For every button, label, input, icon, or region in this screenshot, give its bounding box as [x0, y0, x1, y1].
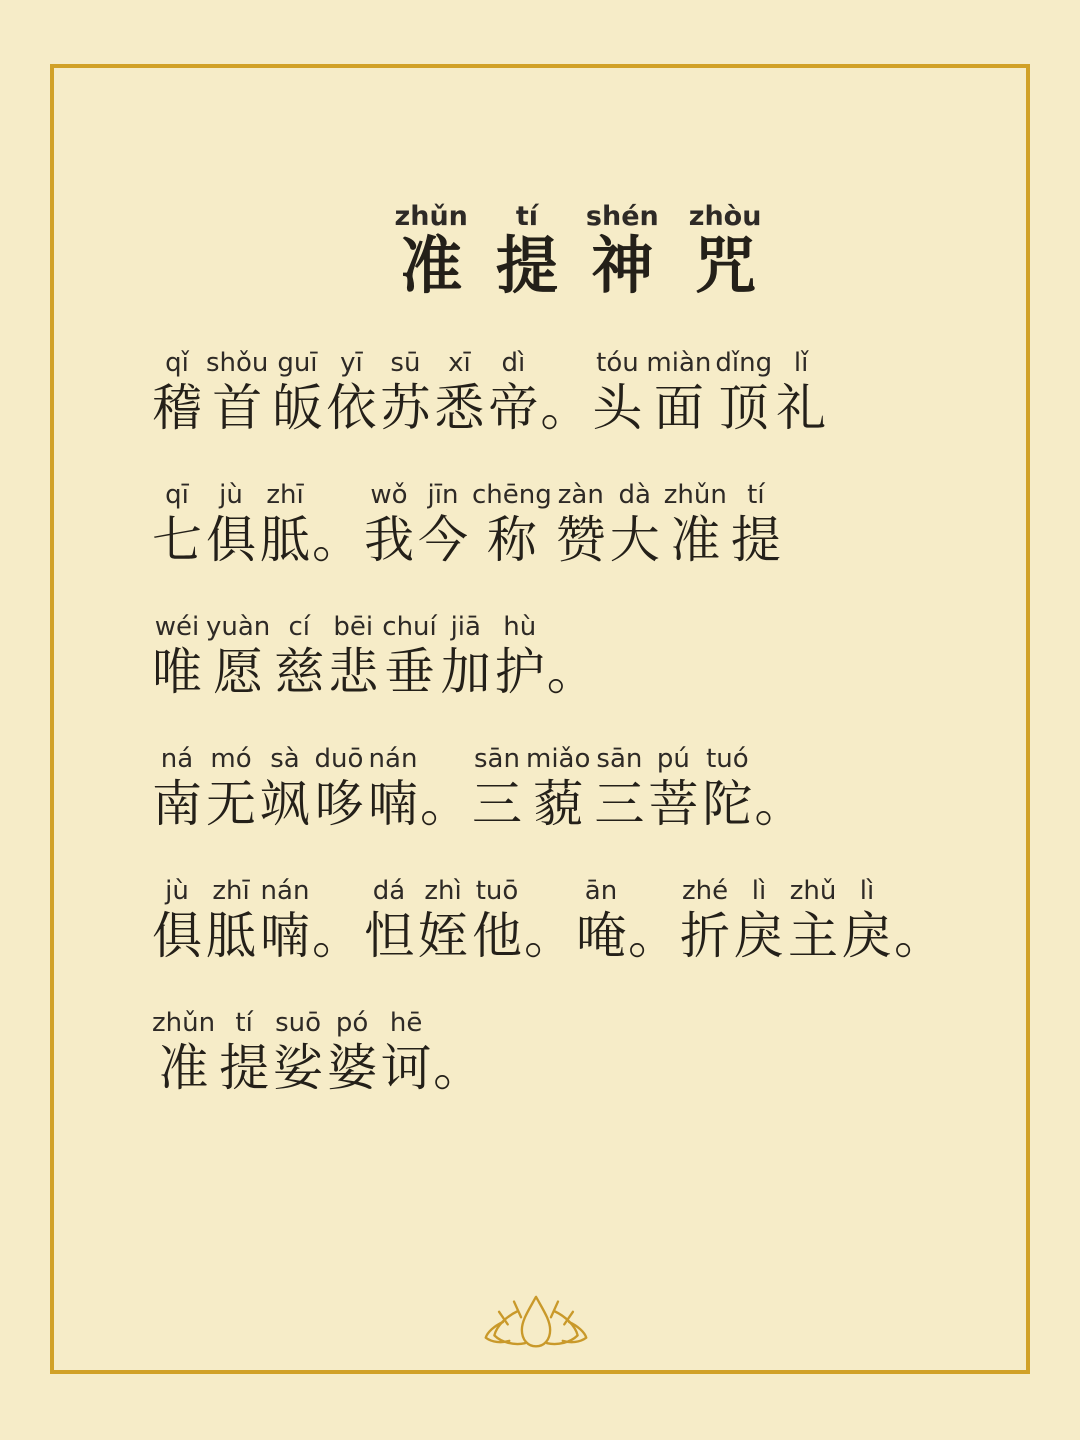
hanzi-text: 加 [440, 643, 491, 701]
hanzi-text: 戾 [842, 907, 892, 965]
pinyin-text: zhǔn [663, 480, 727, 510]
char-cell [524, 740, 592, 832]
pinyin-text: sān [474, 744, 520, 774]
punctuation-cell [547, 608, 597, 700]
pinyin-text: lì [751, 876, 767, 906]
punctuation-cell [312, 872, 362, 964]
pinyin-text: shǒu [206, 348, 269, 378]
hanzi-text: 飒 [260, 775, 310, 833]
char-cell [150, 344, 204, 436]
pinyin-text [456, 1004, 460, 1040]
hanzi-text: 。 [312, 511, 362, 569]
hanzi-text: 陀 [702, 775, 753, 833]
char-cell [644, 344, 713, 436]
pinyin-text: bēi [333, 612, 374, 642]
pinyin-text: hù [503, 612, 537, 642]
pinyin-text: miàn [646, 348, 712, 378]
char-cell [470, 476, 554, 568]
punctuation-cell [540, 344, 590, 436]
hanzi-text: 准 [158, 1039, 209, 1097]
pinyin-text: zhòu [688, 201, 762, 232]
char-cell [312, 740, 366, 832]
hanzi-text: 俱 [152, 907, 202, 965]
char-cell [493, 608, 547, 700]
pinyin-text: sān [596, 744, 643, 774]
pinyin-text: dá [372, 876, 406, 906]
char-cell [608, 476, 662, 568]
char-cell [393, 200, 470, 302]
hanzi-text: 。 [628, 907, 678, 965]
punctuation-cell [312, 476, 362, 568]
pinyin-text: nán [368, 744, 418, 774]
char-cell [258, 740, 312, 832]
pinyin-text: hē [389, 1008, 423, 1038]
hanzi-text: 护 [494, 643, 545, 701]
hanzi-text: 菩 [648, 775, 699, 833]
pinyin-text: tí [515, 201, 538, 232]
pinyin-text: nán [260, 876, 310, 906]
hanzi-text: 悉 [434, 379, 485, 437]
hanzi-text: 他 [472, 907, 522, 965]
char-cell [324, 344, 378, 436]
hanzi-text: 愿 [213, 643, 264, 701]
char-cell [362, 476, 416, 568]
char-cell [150, 476, 204, 568]
pinyin-text: miǎo [526, 744, 591, 774]
pinyin-text [917, 872, 921, 908]
hanzi-text: 顶 [718, 379, 769, 437]
char-cell [362, 872, 416, 964]
char-cell [646, 740, 700, 832]
pinyin-text: lì [859, 876, 875, 906]
hanzi-text: 三 [472, 775, 522, 833]
char-cell [204, 872, 258, 964]
char-cell [495, 200, 558, 302]
char-cell [204, 608, 272, 700]
hanzi-text: 提 [495, 229, 558, 302]
hanzi-text: 头 [592, 379, 643, 437]
char-cell [840, 872, 894, 964]
pinyin-text [777, 740, 781, 776]
pinyin-text: guī [277, 348, 318, 378]
hanzi-text: 娑 [273, 1039, 324, 1097]
pinyin-text: jīn [427, 480, 459, 510]
hanzi-text: 皈 [272, 379, 323, 437]
pinyin-text: jù [219, 480, 243, 510]
pinyin-text: tí [235, 1008, 253, 1038]
char-cell [786, 872, 840, 964]
pinyin-text: sà [270, 744, 300, 774]
punctuation-cell [433, 1004, 483, 1096]
chant-line [150, 344, 962, 436]
hanzi-text: 姪 [418, 907, 468, 965]
hanzi-text: 唵 [576, 907, 626, 965]
char-cell [590, 344, 644, 436]
pinyin-text [651, 872, 655, 908]
pinyin-text: sū [390, 348, 421, 378]
char-cell [713, 344, 774, 436]
hanzi-text: 婆 [327, 1039, 378, 1097]
chant-line [150, 608, 962, 700]
hanzi-text: 主 [788, 907, 838, 965]
hanzi-text: 怛 [364, 907, 414, 965]
pinyin-text: zhǔn [152, 1008, 216, 1038]
char-cell [204, 344, 270, 436]
hanzi-text: 诃 [381, 1039, 432, 1097]
pinyin-text: mó [210, 744, 252, 774]
char-cell [326, 608, 380, 700]
hanzi-text: 哆 [314, 775, 364, 833]
char-cell [732, 872, 786, 964]
hanzi-text: 。 [420, 775, 470, 833]
pinyin-text: tóu [596, 348, 639, 378]
pinyin-text [335, 476, 339, 512]
pinyin-text: yuàn [206, 612, 271, 642]
char-cell [204, 740, 258, 832]
pinyin-text: wǒ [370, 480, 408, 510]
chant-line [150, 872, 962, 964]
pinyin-text: zhì [424, 876, 462, 906]
pinyin-text: qǐ [165, 348, 189, 378]
pinyin-text: dì [501, 348, 526, 378]
char-cell [325, 1004, 379, 1096]
hanzi-text: 无 [206, 775, 256, 833]
pinyin-text: ān [584, 876, 618, 906]
chant-line [150, 740, 962, 832]
pinyin-text: qī [165, 480, 189, 510]
hanzi-text: 藐 [533, 775, 584, 833]
char-cell [470, 740, 524, 832]
hanzi-text: 准 [400, 229, 463, 302]
hanzi-text: 慈 [274, 643, 325, 701]
pinyin-text: zhǔn [394, 201, 468, 232]
hanzi-text: 。 [754, 775, 805, 833]
pinyin-text: chēng [472, 480, 552, 510]
pinyin-text [443, 740, 447, 776]
pinyin-text: shén [585, 201, 659, 232]
char-cell [204, 476, 258, 568]
punctuation-cell [420, 740, 470, 832]
punctuation-cell [524, 872, 574, 964]
hanzi-text: 喃 [368, 775, 418, 833]
pinyin-text: zhǔ [789, 876, 837, 906]
hanzi-text: 悲 [328, 643, 379, 701]
char-cell [366, 740, 420, 832]
chant-line [150, 476, 962, 568]
punctuation-cell [628, 872, 678, 964]
hanzi-text: 咒 [694, 229, 757, 302]
hanzi-text: 大 [609, 511, 660, 569]
hanzi-text: 唯 [152, 643, 202, 701]
pinyin-text: dà [618, 480, 651, 510]
pinyin-text: pó [335, 1008, 369, 1038]
hanzi-text: 喃 [260, 907, 310, 965]
char-cell [416, 872, 470, 964]
char-cell [470, 872, 524, 964]
char-cell [378, 344, 432, 436]
hanzi-text: 。 [433, 1039, 484, 1097]
char-cell [729, 476, 783, 568]
char-cell [592, 740, 646, 832]
hanzi-text: 首 [212, 379, 263, 437]
chant-body [150, 344, 962, 1096]
hanzi-text: 赞 [555, 511, 606, 569]
pinyin-text [547, 872, 551, 908]
char-cell [217, 1004, 271, 1096]
pinyin-text: zhé [681, 876, 729, 906]
pinyin-text: suō [275, 1008, 322, 1038]
hanzi-text: 面 [653, 379, 704, 437]
pinyin-text: wéi [154, 612, 200, 642]
pinyin-text: zàn [557, 480, 604, 510]
hanzi-text: 苏 [380, 379, 431, 437]
hanzi-text: 。 [546, 643, 597, 701]
char-cell [554, 476, 608, 568]
chant-line [150, 1004, 962, 1096]
char-cell [774, 344, 828, 436]
char-cell [432, 344, 486, 436]
pinyin-text [563, 344, 567, 380]
pinyin-text: tí [747, 480, 765, 510]
char-cell [379, 1004, 433, 1096]
pinyin-text: zhī [212, 876, 250, 906]
pinyin-text: lǐ [793, 348, 809, 378]
pinyin-text: chuí [382, 612, 437, 642]
pinyin-text: pú [656, 744, 690, 774]
hanzi-text: 南 [152, 775, 202, 833]
pinyin-text: tuó [706, 744, 749, 774]
hanzi-text: 。 [524, 907, 574, 965]
pinyin-text: yī [340, 348, 363, 378]
page-title [172, 200, 984, 302]
hanzi-text: 依 [326, 379, 377, 437]
char-cell [700, 740, 754, 832]
page-content [150, 200, 962, 1136]
hanzi-text: 胝 [260, 511, 310, 569]
char-cell [574, 872, 628, 964]
char-cell [150, 608, 204, 700]
hanzi-text: 稽 [152, 379, 202, 437]
char-cell [439, 608, 493, 700]
hanzi-text: 戾 [734, 907, 784, 965]
pinyin-text [570, 608, 574, 644]
hanzi-text: 。 [312, 907, 362, 965]
hanzi-text: 神 [591, 229, 654, 302]
char-cell [416, 476, 470, 568]
hanzi-text: 。 [540, 379, 591, 437]
char-cell [584, 200, 661, 302]
char-cell [150, 872, 204, 964]
pinyin-text: zhī [266, 480, 304, 510]
hanzi-text: 称 [486, 511, 537, 569]
pinyin-text: dǐng [715, 348, 773, 378]
lotus-icon [481, 1290, 591, 1354]
hanzi-text: 提 [730, 511, 781, 569]
hanzi-text: 俱 [206, 511, 256, 569]
pinyin-text: ná [160, 744, 194, 774]
hanzi-text: 帝 [488, 379, 539, 437]
char-cell [678, 872, 732, 964]
hanzi-text: 礼 [776, 379, 827, 437]
char-cell [150, 740, 204, 832]
char-cell [687, 200, 764, 302]
hanzi-text: 折 [680, 907, 730, 965]
char-cell [662, 476, 729, 568]
char-cell [258, 476, 312, 568]
hanzi-text: 今 [418, 511, 468, 569]
hanzi-text: 三 [594, 775, 645, 833]
hanzi-text: 准 [670, 511, 721, 569]
punctuation-cell [894, 872, 944, 964]
pinyin-text: jù [165, 876, 189, 906]
pinyin-text: cí [288, 612, 311, 642]
pinyin-text: jiā [450, 612, 481, 642]
pinyin-text: duō [314, 744, 364, 774]
char-cell [380, 608, 438, 700]
char-cell [270, 344, 324, 436]
pinyin-text: tuō [475, 876, 519, 906]
hanzi-text: 七 [152, 511, 202, 569]
pinyin-text [335, 872, 339, 908]
hanzi-text: 提 [219, 1039, 270, 1097]
hanzi-text: 我 [364, 511, 414, 569]
char-cell [486, 344, 540, 436]
char-cell [258, 872, 312, 964]
char-cell [150, 1004, 217, 1096]
char-cell [271, 1004, 325, 1096]
hanzi-text: 。 [894, 907, 944, 965]
char-cell [272, 608, 326, 700]
hanzi-text: 垂 [384, 643, 435, 701]
hanzi-text: 胝 [206, 907, 256, 965]
pinyin-text: xī [448, 348, 471, 378]
punctuation-cell [754, 740, 804, 832]
